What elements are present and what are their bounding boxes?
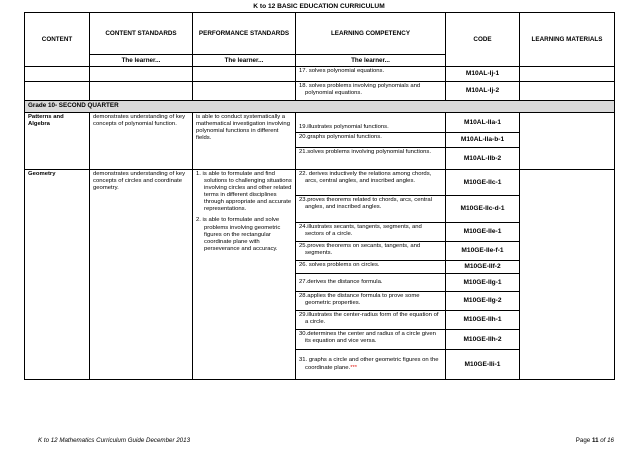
competency-cell: 28.applies the distance formula to prove some geometric properties. bbox=[296, 292, 446, 311]
footer-page-number bbox=[576, 437, 614, 444]
content-standard-cell: demonstrates understanding of key concepts of polynomial function. bbox=[90, 113, 193, 170]
performance-standard-cell bbox=[193, 170, 296, 380]
code-cell: M10GE-IIi-1 bbox=[446, 350, 520, 380]
code-cell: M10GE-IIe-f-1 bbox=[446, 242, 520, 261]
header-content: CONTENT bbox=[25, 13, 90, 67]
code-cell: M10GE-IIc-1 bbox=[446, 170, 520, 196]
competency-cell: 24.illustrates secants, tangents, segments, and sectors of a circle. bbox=[296, 223, 446, 242]
content-standard-cell: demonstrates understanding of key concepts of circles and coordinate geometry. bbox=[90, 170, 193, 380]
competency-cell: 21.solves problems involving polynomial functions. bbox=[296, 148, 446, 170]
header-code: CODE bbox=[446, 13, 520, 67]
content-cell: Patterns and Algebra bbox=[25, 113, 90, 170]
header-learning-materials: LEARNING MATERIALS bbox=[520, 13, 615, 67]
header-performance-standards: PERFORMANCE STANDARDS bbox=[193, 13, 296, 55]
competency-cell: 17. solves polynomial equations. bbox=[296, 67, 446, 82]
content-cell: Geometry bbox=[25, 170, 90, 380]
competency-text: 31. graphs a circle and other geometric figures on the coordinate plane. bbox=[299, 357, 439, 371]
header-content-standards: CONTENT STANDARDS bbox=[90, 13, 193, 55]
code-cell: M10GE-IIg-2 bbox=[446, 292, 520, 311]
header-learner-ps: The learner... bbox=[193, 55, 296, 67]
table-row bbox=[25, 170, 615, 196]
table-row bbox=[25, 82, 615, 101]
competency-cell bbox=[296, 350, 446, 380]
competency-cell: 18. solves problems involving polynomials and polynomial equations. bbox=[296, 82, 446, 101]
document-title: K to 12 BASIC EDUCATION CURRICULUM bbox=[253, 3, 385, 10]
competency-cell: 23.proves theorems related to chords, arcs, central angles, and inscribed angles. bbox=[296, 196, 446, 223]
table-row bbox=[25, 67, 615, 82]
asterisk-marker: *** bbox=[350, 364, 358, 371]
page-total: of 16 bbox=[598, 437, 614, 444]
performance-standard-cell: is able to conduct systematically a mathematical investigation involving polynomial functions in different fields. bbox=[193, 113, 296, 170]
code-cell: M10GE-IIg-1 bbox=[446, 274, 520, 292]
code-cell: M10GE-IIf-2 bbox=[446, 261, 520, 274]
code-cell: M10AL-Ij-1 bbox=[446, 67, 520, 82]
header-learner-cs: The learner... bbox=[90, 55, 193, 67]
code-cell: M10GE-IIe-1 bbox=[446, 223, 520, 242]
code-cell: M10GE-IIh-1 bbox=[446, 311, 520, 330]
quarter-heading: Grade 10- SECOND QUARTER bbox=[25, 101, 615, 113]
code-cell: M10AL-IIa-1 bbox=[446, 113, 520, 133]
code-cell: M10AL-IIb-2 bbox=[446, 148, 520, 170]
competency-cell: 19.illustrates polynomial functions. bbox=[296, 113, 446, 133]
competency-cell: 25.proves theorems on secants, tangents, and segments. bbox=[296, 242, 446, 261]
code-cell: M10GE-IIh-2 bbox=[446, 330, 520, 350]
code-cell: M10GE-IIc-d-1 bbox=[446, 196, 520, 223]
page-current: 11 bbox=[591, 437, 599, 444]
footer-guide-title: K to 12 Mathematics Curriculum Guide December 2013 bbox=[38, 437, 191, 444]
competency-cell: 22. derives inductively the relations among chords, arcs, central angles, and inscribed angles. bbox=[296, 170, 446, 196]
code-cell: M10AL-Ij-2 bbox=[446, 82, 520, 101]
performance-standard-item: 2. is able to formulate and solve problems involving geometric figures on the rectangular coordinate plane with perseverance and accuracy. bbox=[196, 217, 281, 252]
competency-cell: 20.graphs polynomial functions. bbox=[296, 133, 446, 148]
header-learner-lc: The learner... bbox=[296, 55, 446, 67]
header-learning-competency: LEARNING COMPETENCY bbox=[296, 13, 446, 55]
page-prefix: Page bbox=[575, 437, 592, 444]
performance-standard-item: 1. is able to formulate and find solutions to challenging situations involving circles and other related terms in different disciplines through appropriate and accurate representations. bbox=[196, 171, 292, 213]
table-row bbox=[25, 113, 615, 133]
competency-cell: 30.determines the center and radius of a circle given its equation and vice versa. bbox=[296, 330, 446, 350]
competency-cell: 29.illustrates the center-radius form of the equation of a circle. bbox=[296, 311, 446, 330]
competency-cell: 26. solves problems on circles. bbox=[296, 261, 446, 274]
competency-cell: 27.derives the distance formula. bbox=[296, 274, 446, 292]
code-cell: M10AL-IIa-b-1 bbox=[446, 133, 520, 148]
curriculum-table bbox=[24, 12, 615, 380]
